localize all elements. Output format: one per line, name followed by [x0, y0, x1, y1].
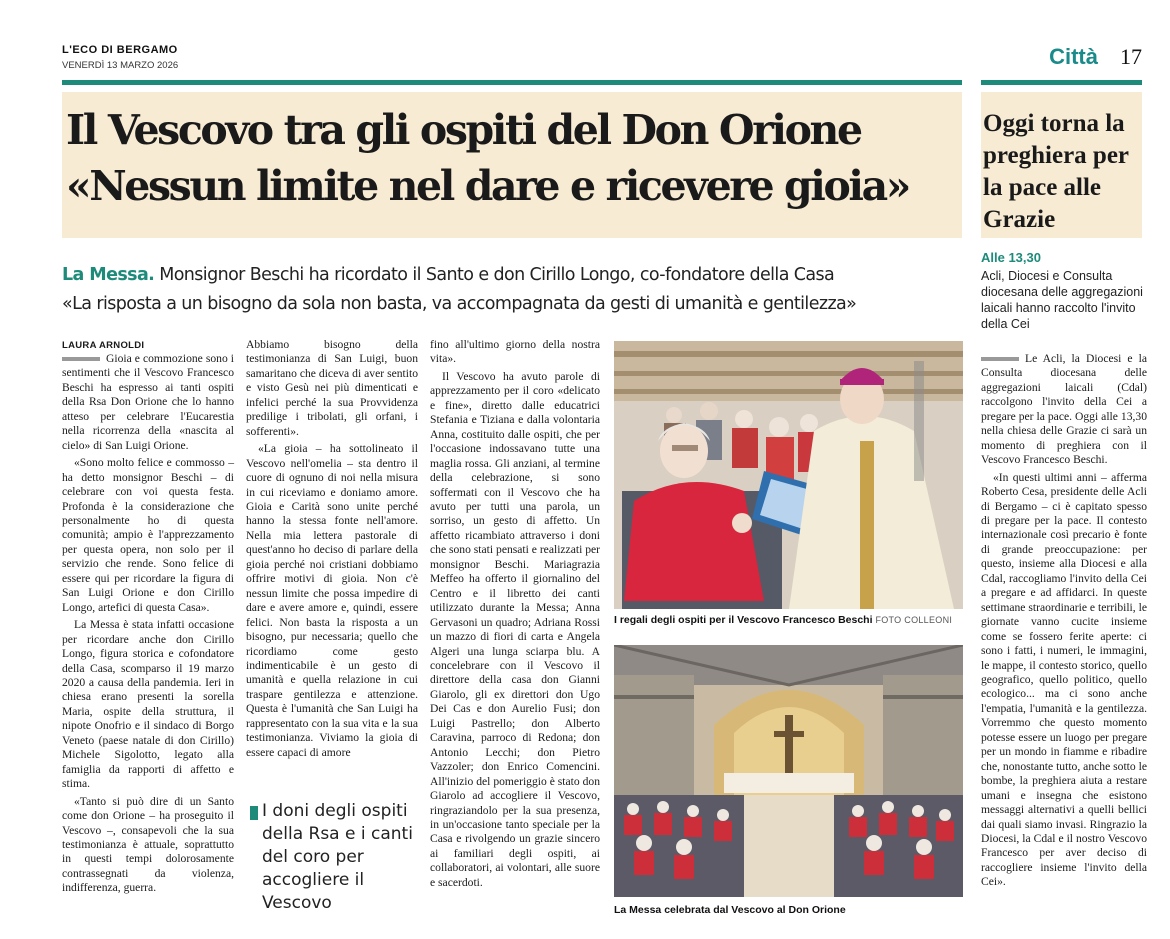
paragraph: «La gioia – ha sottolineato il Vescovo nell'omelia – sta dentro il cuore di ognuno di noi nella misura in cui riceviamo e doniamo amore. Gioia e Carità sono unite perché hanno la stessa fonte nell'amore. Nella mia lettera pastorale di quest'anno ho deciso di parlare della gioia perché noi cristiani dobbiamo offrire motivi di gioia. Non c'è nessun limite che possa impedire di dare e avere amore e, quindi, essere felici. Non basta la risposta a un bisogno, pur necessaria; quello che ricordiamo come gesto indimenticabile è un gesto di umanità e quella relazione in cui traspare gentilezza e attenzione. Questa è l'umanità che San Luigi ha rappresentato con la sua vita e la sua testimonianza. Viviamo la gioia di essere capaci di amore — [246, 442, 418, 759]
photo-mass-church-image — [614, 645, 963, 897]
sidebar-column — [981, 352, 1147, 893]
photo-mass-church — [614, 645, 963, 897]
deck-line-1 — [62, 261, 967, 290]
paragraph: «In questi ultimi anni – afferma Roberto Cesa, presidente delle Acli di Bergamo – ci è capitato spesso di pregare per la pace. Il contesto internazionale così precario è fonte di grande preoccupazione: per questo, insieme alla Diocesi e alla Cdal, raccogliamo l'invito della Cei a pregare e ad affidarci. In queste settimane straordinarie e terribili, le giornate vanno cucite insieme come se fossero ferite aperte: ci sono i fatti, i numeri, le immagini, le mappe, il contesto storico, quello geografico, quello politico, quello ecologico... ma ci sono anche l'empatia, l'umanità e la gentilezza. Vorremmo che questo momento potesse essere un luogo per pregare per un mondo in fiamme e ribadire che, nonostante tutto, anche sotto le bombe, la preghiera aiuta a restare umani e insegna che esistono messaggi alternativi a quelli bellici dai quali siamo invasi. Ringrazio la Diocesi, la Cdal e il nostro Vescovo Francesco per aver deciso di raccogliere insieme l'invito della Cei». — [981, 470, 1147, 889]
photo-bishop-gifts-image — [614, 341, 963, 609]
photo-caption-2: La Messa celebrata dal Vescovo al Don Orione — [614, 904, 846, 916]
page-number: 17 — [1120, 44, 1142, 69]
lead-bar — [981, 357, 1019, 361]
photo-bishop-gifts — [614, 341, 963, 609]
deck-text-1: Monsignor Beschi ha ricordato il Santo e don Cirillo Longo, co-fondatore della Casa — [154, 265, 835, 285]
paragraph: Il Vescovo ha avuto parole di apprezzamento per il coro «delicato e fine», diretto dalle educatrici Stefania e Tiziana e dalla volontaria Anna, costituito dalle ospiti, che per l'occasione indossavano tutte una maglia rossa. Gli anziani, al termine della celebrazione, si sono soffermati con il Vescovo che ha avuto per tutti una parola, un sorriso, un gesto di affetto. Un affetto ricambiato attraverso i doni che sono stati pensati e realizzati per monsignor Beschi. Mariagrazia Meffeo ha offerto il giornalino del Centro e il libretto dei canti utilizzato durante la Messa; Anna Gervasoni un quadro; Adriana Rossi un mazzo di fiori di carta e Angela Algeri una lunga sciarpa blu. A concelebrare con il Vescovo il direttore della casa don Gianni Giarolo, gli ex direttori don Ugo Dei Cas e don Aurelio Fusi; don Luigi Pastrello; don Alberto Caravina, parroco di Redona; don Antonio Lecchi; don Pietro Vazzoler; don Enrico Comencini. All'inizio del pomeriggio è stato don Giarolo ad accogliere il Vescovo, ringraziandolo per la sua presenza, in un'occasione tanto speciale per la Casa e rivolgendo un grazie sincero ai familiari degli ospiti, ai collaboratori, ai volontari, alle suore e sacerdoti. — [430, 369, 600, 889]
headline — [66, 102, 960, 214]
paragraph-text: Gioia e commozione sono i sentimenti che il Vescovo Francesco Beschi ha espresso ai tanti ospiti della Rsa Don Orione che lo hanno atteso per celebrare l'Eucarestia nella ricorrenza della «nascita al cielo» di San Luigi Orione. — [62, 352, 234, 452]
section-label: Città — [1049, 44, 1098, 69]
caption-text: I regali degli ospiti per il Vescovo Francesco Beschi — [614, 614, 873, 626]
sidebar-deck: Acli, Diocesi e Consulta diocesana delle aggregazioni laicali hanno raccolto l'invito della Cei — [981, 269, 1143, 331]
paragraph: fino all'ultimo giorno della nostra vita». — [430, 338, 600, 366]
paragraph: «Tanto si può dire di un Santo come don Orione – ha proseguito il Vescovo –, consapevoli che la sua testimonianza è attuale, soprattutto in questi tempi dolorosamente contrassegnati da violenza, indifferenza, guerra. — [62, 794, 234, 895]
photo-caption-1 — [614, 614, 952, 626]
deck-kicker: La Messa. — [62, 265, 155, 285]
article-column-3 — [430, 338, 600, 893]
article-column-2 — [246, 338, 418, 763]
photo-credit: FOTO COLLEONI — [875, 615, 953, 625]
sidebar-rule — [981, 80, 1142, 85]
pullquote-marker — [250, 806, 258, 820]
publication-date: VENERDÌ 13 MARZO 2026 — [62, 60, 179, 71]
sidebar-kicker: Alle 13,30 — [981, 250, 1041, 265]
lead-bar — [62, 357, 100, 361]
headline-line-2: «Nessun limite nel dare e ricevere gioia» — [66, 162, 909, 210]
sidebar-headline: Oggi torna la preghiera per la pace alle Grazie — [983, 110, 1129, 233]
paragraph: «Sono molto felice e commosso – ha detto monsignor Beschi – di celebrare con voi questa festa. Profonda è la considerazione che personalmente ho di questa comunità; ampio è l'apprezzamento per questa opera, non solo per il servizio che rende. Sono felice di essere qui per ricordare la figura di San Luigi Orione e don Cirillo Longo, artefici di questa Casa». — [62, 456, 234, 614]
pullquote: I doni degli ospiti della Rsa e i canti del coro per accogliere il Vescovo — [262, 801, 413, 913]
article-deck — [62, 261, 967, 319]
masthead: L'ECO DI BERGAMO — [62, 44, 178, 56]
paragraph: La Messa è stata infatti occasione per ricordare anche don Cirillo Longo, figura storica e cofondatore della Casa, scomparso il 19 marzo 2020 a causa della pandemia. Ieri in chiesa erano presenti la sorella Maria, ospite della struttura, il nipote Onofrio e il sindaco di Borgo Veneto (paese natale di don Cirillo) Michele Sigolotto, legato alla famiglia da rapporti di affetto e stima. — [62, 618, 234, 791]
paragraph — [981, 352, 1147, 468]
deck-line-2: «La risposta a un bisogno da sola non basta, va accompagnata da gesti di umanità e gentilezza» — [62, 294, 857, 314]
header-rule — [62, 80, 962, 85]
paragraph — [62, 352, 234, 453]
article-column-1 — [62, 352, 234, 899]
paragraph-text: Le Acli, la Diocesi e la Consulta diocesana delle aggregazioni laicali (Cdal) raccolgono l'invito della Cei a pregare per la pace. Oggi alle 13,30 nella chiesa delle Grazie ci sarà un momento di preghiera con il Vescovo Francesco Beschi. — [981, 352, 1147, 467]
paragraph: Abbiamo bisogno della testimonianza di San Luigi, buon samaritano che diceva di aver sentito e visto Gesù nei più dimenticati e infelici perché la sua Provvidenza predilige i tribolati, gli orfani, i sofferenti». — [246, 338, 418, 438]
byline: LAURA ARNOLDI — [62, 340, 145, 351]
headline-line-1: Il Vescovo tra gli ospiti del Don Orione — [66, 106, 861, 154]
